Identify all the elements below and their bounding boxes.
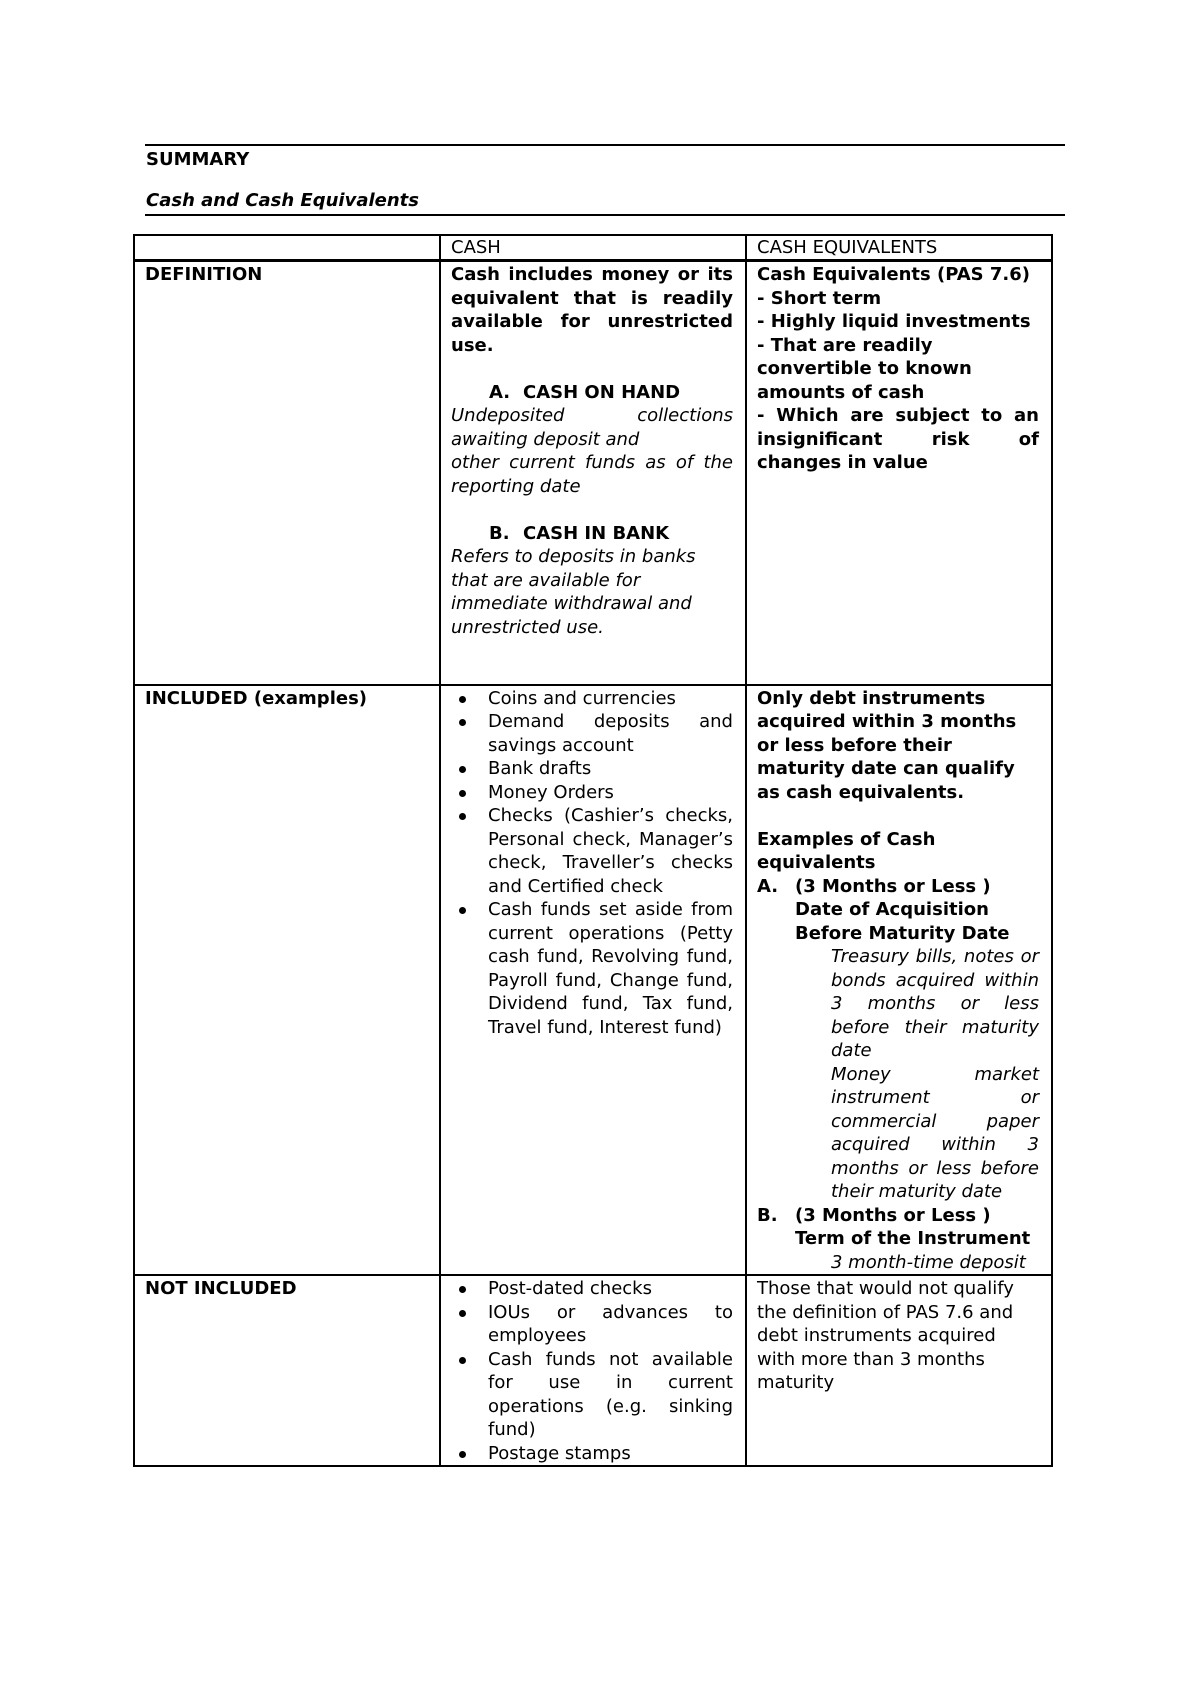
table-header-row bbox=[134, 235, 1052, 261]
bullet-icon bbox=[459, 813, 466, 820]
cash-in-bank-letter: B. bbox=[489, 522, 510, 544]
list-item: Cash funds set aside from current operations (Petty cash fund, Revolving fund, Payroll fund, Change fund, Dividend fund, Tax fund, Travel fund, Interest fund) bbox=[451, 898, 733, 1039]
summary-table bbox=[133, 234, 1053, 1467]
included-equivalents-cell bbox=[746, 685, 1052, 1276]
list-item: Cash funds not available for use in current operations (e.g. sinking fund) bbox=[451, 1348, 733, 1442]
cash-in-bank-heading bbox=[451, 522, 733, 546]
header-cell-cash-equivalents: CASH EQUIVALENTS bbox=[746, 235, 1052, 261]
row-label-included: INCLUDED (examples) bbox=[134, 685, 440, 1276]
examples-title: Examples of Cash equivalents bbox=[757, 828, 936, 873]
cash-on-hand-heading bbox=[451, 381, 733, 405]
not-included-cash-list bbox=[451, 1277, 733, 1465]
list-item: Demand deposits and savings account bbox=[451, 710, 733, 757]
equivalents-point: - Highly liquid investments bbox=[757, 311, 1031, 332]
bullet-icon bbox=[459, 1286, 466, 1293]
equivalents-definition-title: Cash Equivalents (PAS 7.6) bbox=[757, 264, 1031, 285]
row-label-definition: DEFINITION bbox=[134, 261, 440, 685]
definition-cash-cell bbox=[440, 261, 746, 685]
cash-on-hand-letter: A. bbox=[489, 381, 511, 403]
example-a-item-1: Treasury bills, notes or bonds acquired within 3 months or less before their maturity date bbox=[831, 946, 1039, 1061]
bullet-icon bbox=[459, 1310, 466, 1317]
subtitle-rule bbox=[145, 214, 1065, 216]
included-cash-list bbox=[451, 687, 733, 1040]
list-item: IOUs or advances to employees bbox=[451, 1301, 733, 1348]
document-subtitle: Cash and Cash Equivalents bbox=[146, 190, 419, 211]
example-a-item-2: Money market instrument or commercial paper acquired within 3 months or less before their maturity date bbox=[831, 1063, 1039, 1202]
not-included-equivalents-cell: Those that would not qualify the definition of PAS 7.6 and debt instruments acquired with more than 3 months maturity bbox=[746, 1275, 1052, 1466]
bullet-icon bbox=[459, 766, 466, 773]
example-b-heading bbox=[757, 1204, 1039, 1251]
list-item: Bank drafts bbox=[451, 757, 733, 781]
bullet-icon bbox=[459, 790, 466, 797]
row-label-not-included: NOT INCLUDED bbox=[134, 1275, 440, 1466]
list-item: Checks (Cashier’s checks, Personal check, Manager’s check, Traveller’s checks and Certified check bbox=[451, 804, 733, 898]
example-a-title: (3 Months or Less ) Date of Acquisition Before Maturity Date bbox=[795, 875, 1010, 944]
list-item: Money Orders bbox=[451, 781, 733, 805]
equivalents-point: - Short term bbox=[757, 287, 882, 309]
top-rule bbox=[145, 144, 1065, 146]
cash-on-hand-text-2: other current funds as of the reporting date bbox=[451, 452, 733, 497]
example-b-item: 3 month-time deposit bbox=[831, 1251, 1026, 1273]
bullet-icon bbox=[459, 696, 466, 703]
equivalents-included-intro: Only debt instruments acquired within 3 months or less before their maturity date can qualify as cash equivalents. bbox=[757, 687, 1017, 803]
summary-heading: SUMMARY bbox=[146, 149, 250, 170]
header-cell-empty bbox=[134, 235, 440, 261]
cash-on-hand-text-1: Undeposited collections awaiting deposit and bbox=[451, 405, 733, 450]
not-included-cash-cell bbox=[440, 1275, 746, 1466]
equivalents-point: - That are readily convertible to known amounts of cash bbox=[757, 334, 972, 403]
cash-on-hand-title: CASH ON HAND bbox=[523, 381, 681, 403]
definition-equivalents-cell bbox=[746, 261, 1052, 685]
example-a-heading bbox=[757, 875, 1039, 946]
bullet-icon bbox=[459, 1357, 466, 1364]
included-cash-cell bbox=[440, 685, 746, 1276]
list-item: Coins and currencies bbox=[451, 687, 733, 711]
not-included-row bbox=[134, 1275, 1052, 1466]
header-cell-cash: CASH bbox=[440, 235, 746, 261]
cash-in-bank-title: CASH IN BANK bbox=[523, 522, 670, 544]
definition-row bbox=[134, 261, 1052, 685]
example-a-letter: A. bbox=[757, 875, 779, 897]
list-item: Postage stamps bbox=[451, 1442, 733, 1466]
list-item: Post-dated checks bbox=[451, 1277, 733, 1301]
bullet-icon bbox=[459, 719, 466, 726]
bullet-icon bbox=[459, 1451, 466, 1458]
bullet-icon bbox=[459, 907, 466, 914]
equivalents-point: - Which are subject to an insignificant risk of changes in value bbox=[757, 405, 1039, 473]
example-b-title: (3 Months or Less ) Term of the Instrument bbox=[795, 1204, 1031, 1249]
cash-in-bank-text: Refers to deposits in banks that are available for immediate withdrawal and unrestricted use. bbox=[451, 546, 696, 638]
included-row bbox=[134, 685, 1052, 1276]
cash-definition: Cash includes money or its equivalent that is readily available for unrestricted use. bbox=[451, 264, 733, 356]
example-b-letter: B. bbox=[757, 1204, 778, 1226]
